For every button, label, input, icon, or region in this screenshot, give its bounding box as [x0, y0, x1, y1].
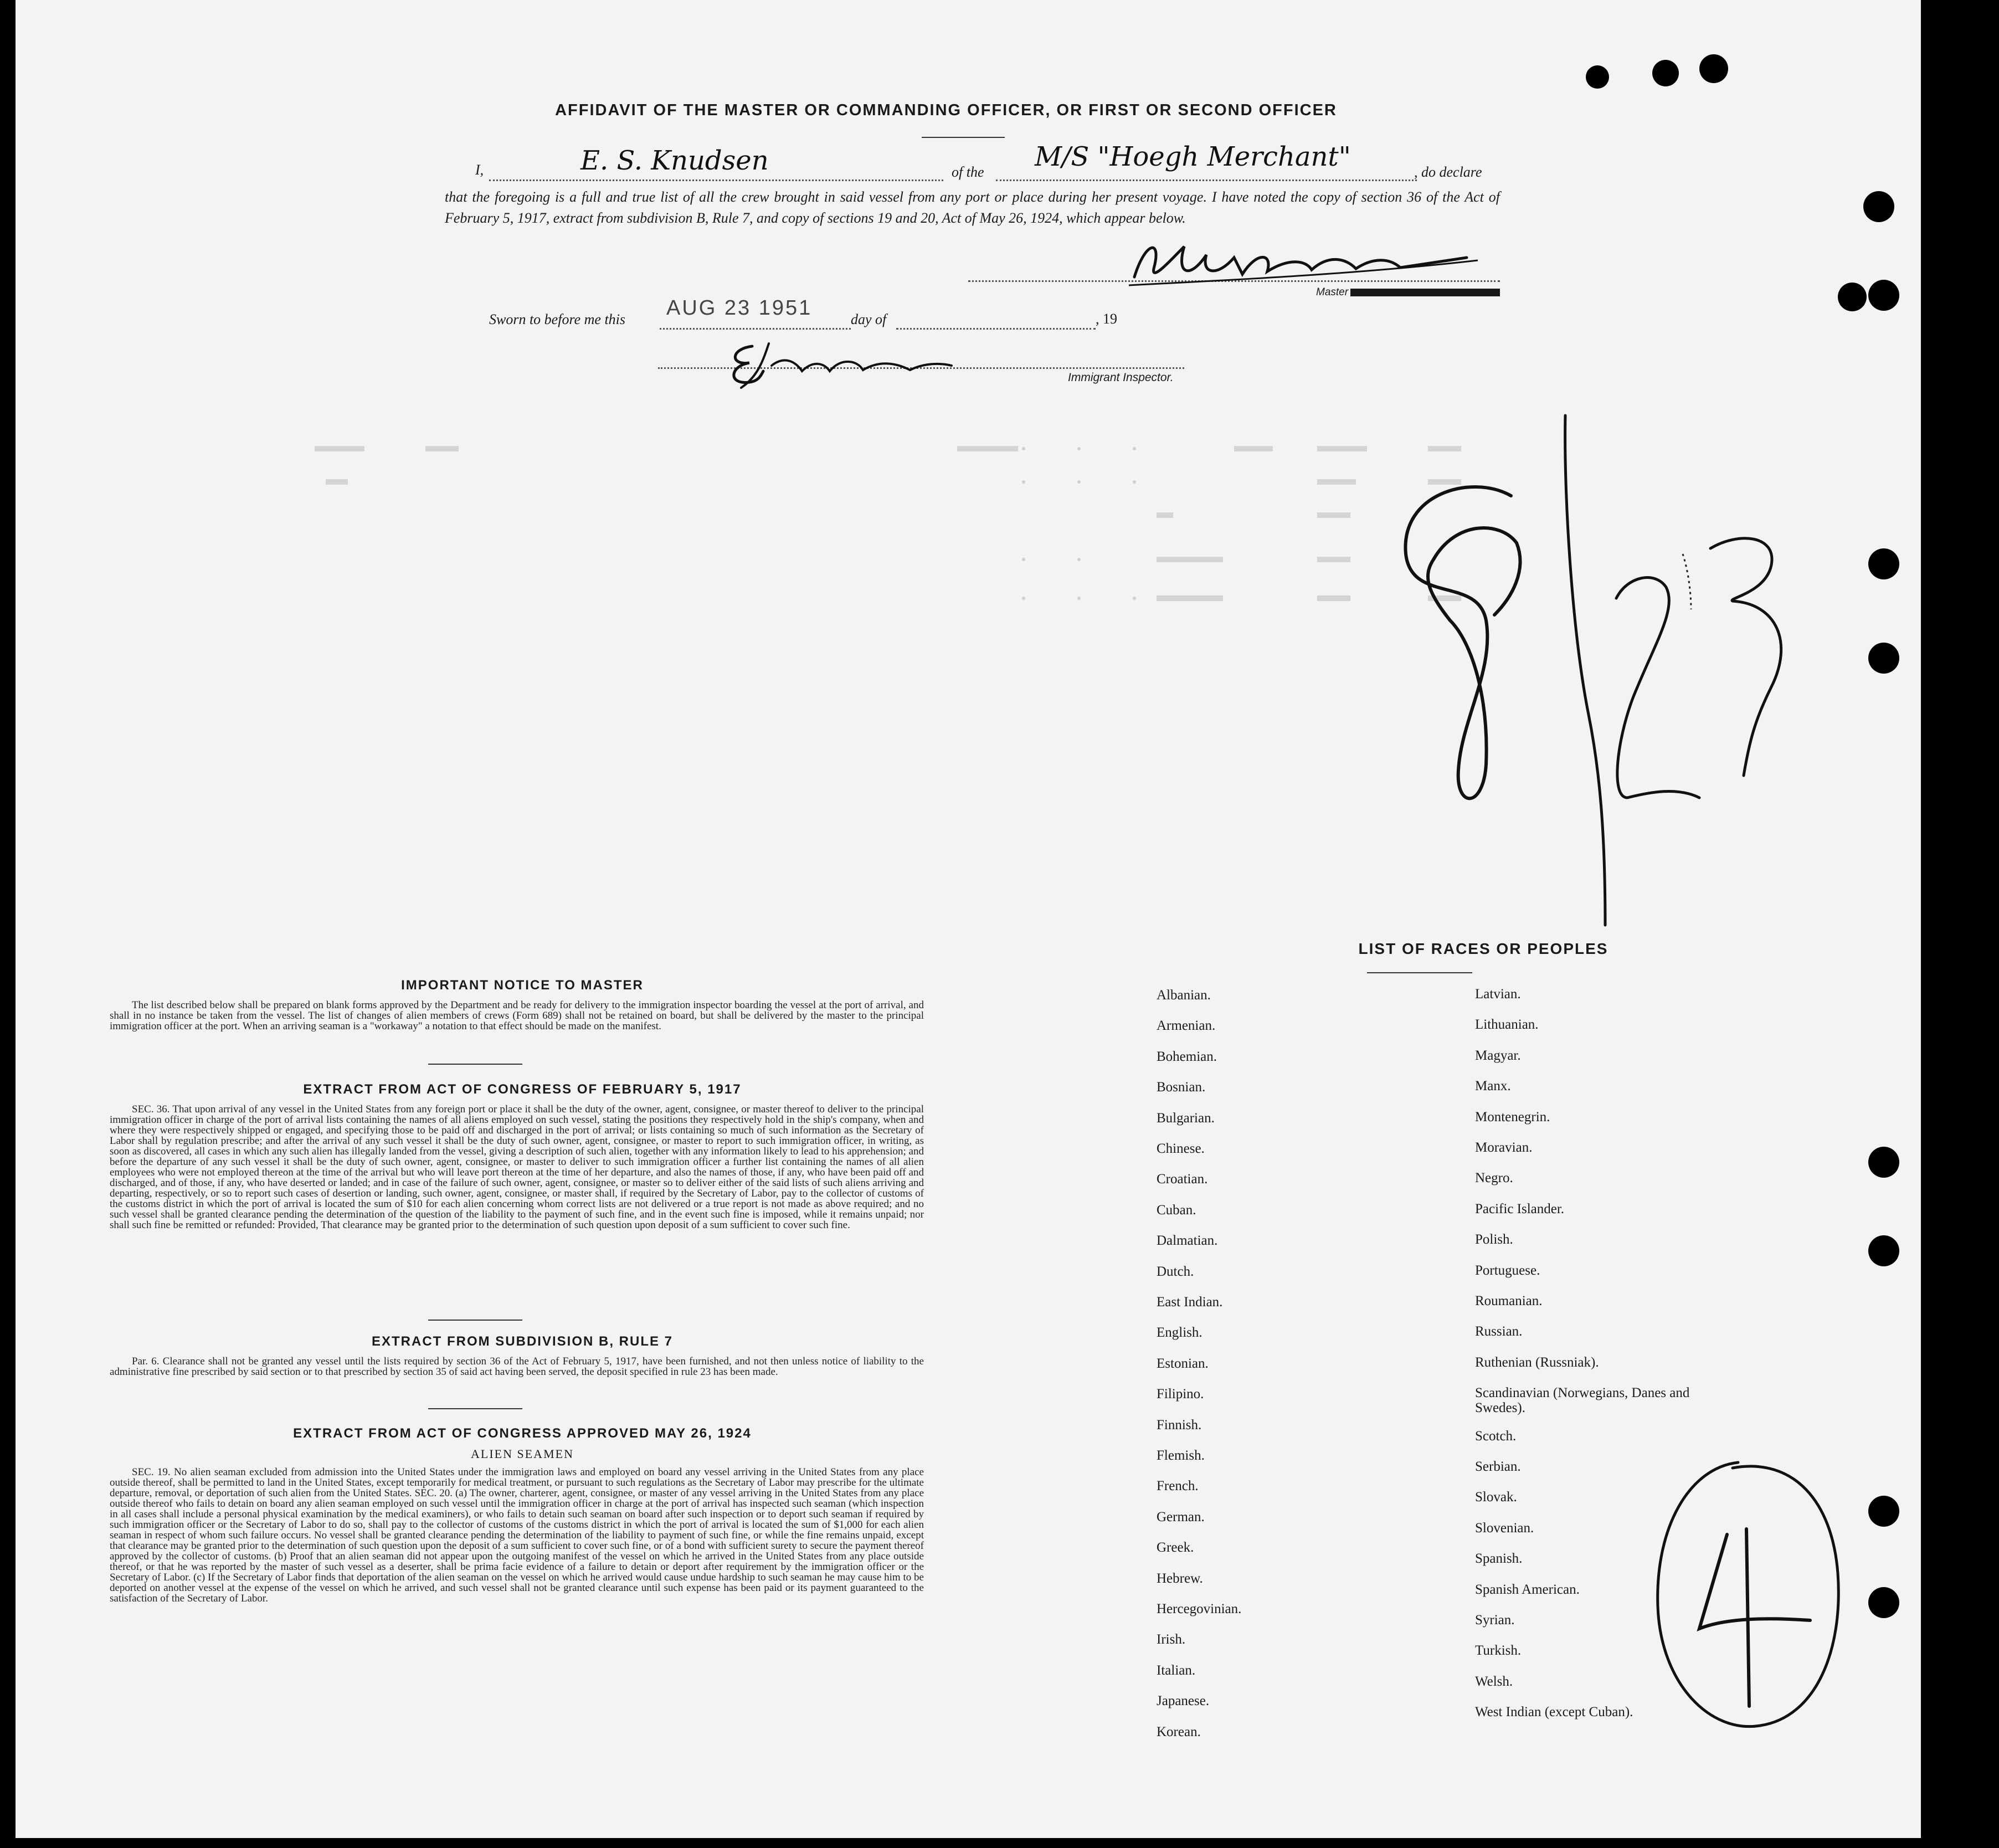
race-entry: Latvian.: [1475, 987, 1521, 1002]
race-entry: Hebrew.: [1157, 1570, 1203, 1586]
race-entry: Italian.: [1157, 1662, 1196, 1678]
punch-hole: [1652, 60, 1679, 86]
race-entry: Syrian.: [1475, 1613, 1515, 1628]
race-entry: West Indian (except Cuban).: [1475, 1705, 1633, 1720]
race-entry: Croatian.: [1157, 1172, 1208, 1187]
race-entry: Magyar.: [1475, 1048, 1521, 1063]
race-entry: Armenian.: [1157, 1018, 1216, 1034]
race-entry: Bosnian.: [1157, 1080, 1206, 1095]
divider: [428, 1408, 522, 1409]
race-entry: Hercegovinian.: [1157, 1601, 1242, 1616]
master-signature: [1123, 235, 1489, 291]
name-line: [489, 179, 943, 181]
vessel-name-handwritten: M/S "Hoegh Merchant": [1035, 141, 1351, 172]
race-entry: Greek.: [1157, 1540, 1194, 1556]
race-entry: Ruthenian (Russniak).: [1475, 1354, 1599, 1370]
inspector-signature: [719, 332, 957, 393]
race-entry: Montenegrin.: [1475, 1109, 1550, 1125]
notice-text: The list described below shall be prepared on blank forms approved by the Department and be ready for delivery to the immigration inspector boarding the vessel at the port of arrival, and shall in no instance be taken from the vessel. The list of changes of alien members of crews (Form 689) shall not be retained on board, but shall be delivered by the master to the principal immigration officer at the port. When an arriving seaman is a "workaway" a notation to that effect should be made on the manifest.: [110, 999, 924, 1032]
extract-1924-subtitle: ALIEN SEAMEN: [471, 1447, 574, 1461]
race-entry: English.: [1157, 1325, 1203, 1341]
race-entry: East Indian.: [1157, 1295, 1223, 1310]
month-line: [896, 328, 1096, 330]
race-entry: Scotch.: [1475, 1428, 1517, 1444]
do-declare-label: , do declare: [1414, 164, 1482, 180]
race-entry: Slovenian.: [1475, 1520, 1534, 1536]
divider: [428, 1320, 522, 1321]
circled-number-text: [1727, 1579, 1730, 1585]
punch-hole: [1863, 191, 1894, 222]
race-entry: Korean.: [1157, 1724, 1201, 1739]
extract-1917-title: EXTRACT FROM ACT OF CONGRESS OF FEBRUARY 5, 1917: [303, 1082, 742, 1097]
races-title: LIST OF RACES OR PEOPLES: [1358, 940, 1609, 957]
race-entry: Welsh.: [1475, 1674, 1513, 1689]
affidavit-i-label: I,: [475, 162, 484, 178]
punch-hole: [1868, 280, 1899, 311]
big-date-text: [1456, 499, 1466, 505]
punch-hole: [1838, 283, 1867, 311]
extract-1917-text: SEC. 36. That upon arrival of any vessel in the United States from any foreign port or place it shall be the duty of the owner, agent, consignee, or master thereof to deliver to the principal immigration officer in charge of the port of arrival lists containing the names of all aliens employed on such vessel, stating the positions they respectively hold in the ship's company, when and where they were respectively shipped or engaged, and specifying those to be paid off and discharged in the port of arrival; or lists containing so much of such information as the Secretary of Labor shall by regulation prescribe; and after the arrival of any such vessel it shall be the duty of such owner, agent, consignee, or master to report to such immigration officer, in writing, as soon as discovered, all cases in which any such alien has illegally landed from the vessel, giving a description of such alien, together with any information likely to lead to his apprehension; and before the departure of any such vessel it shall be the duty of such owner, agent, consignee, or master to deliver to such immigration officer a further list containing the names of all alien employees who were not employed thereon at the time of the arrival but who will leave port thereon at the time of her departure, and also the names of those, if any, who have been paid off and discharged, and of those, if any, who have deserted or landed; and in case of the failure of such owner, agent, consignee, or master so to deliver either of the said lists of such aliens arriving and departing, respectively, or so to report such cases of desertion or landing, such owner, agent, consignee, or master shall, if required by the Secretary of Labor, pay to the collector of customs of the customs district in which the port of arrival is located the sum of $10 for each alien concerning whom correct lists are not delivered or a true report is not made as above required; and no such vessel shall be granted clearance pending the determination of the question of the liability to the payment of such fine, and in the event such fine is imposed, while it remains unpaid; nor shall such fine be remitted or refunded: Provided, That clearance may be granted prior to the determination of such question upon deposit of a sum sufficient to cover such fine.: [110, 1103, 924, 1231]
race-entry: French.: [1157, 1479, 1199, 1494]
punch-hole: [1868, 1587, 1899, 1618]
notice-title: IMPORTANT NOTICE TO MASTER: [401, 978, 644, 993]
of-the-label: of the: [952, 164, 984, 180]
race-entry: Filipino.: [1157, 1387, 1204, 1402]
punch-hole: [1586, 65, 1609, 89]
race-entry: German.: [1157, 1509, 1205, 1524]
race-entry: Turkish.: [1475, 1643, 1522, 1659]
race-entry: Finnish.: [1157, 1417, 1202, 1433]
race-entry: Bohemian.: [1157, 1049, 1217, 1064]
inspector-caption: Immigrant Inspector.: [1068, 371, 1174, 384]
race-entry: Albanian.: [1157, 988, 1211, 1003]
race-entry: Estonian.: [1157, 1356, 1209, 1371]
race-entry: Spanish American.: [1475, 1582, 1580, 1597]
sworn-label: Sworn to before me this: [489, 311, 626, 327]
race-entry: Irish.: [1157, 1632, 1186, 1647]
day-of-label: day of: [851, 311, 887, 327]
sworn-day-line: [660, 328, 851, 330]
race-entry: Polish.: [1475, 1232, 1513, 1248]
affidavit-body: that the foregoing is a full and true list of all the crew brought in said vessel from any port or place during her present voyage. I have noted the copy of section 36 of the Act of February 5, 1917, extract from subdivision B, Rule 7, and copy of sections 19 and 20, Act of May 26, 1924, which appear below.: [445, 189, 1500, 226]
divider: [1367, 972, 1472, 973]
struck-out-titles: [1350, 289, 1500, 296]
circled-number-annotation: [1644, 1451, 1854, 1739]
master-name-handwritten: E. S. Knudsen: [580, 145, 769, 176]
document-page: [16, 0, 1921, 1838]
race-entry: Japanese.: [1157, 1693, 1210, 1709]
punch-hole: [1699, 54, 1728, 83]
vessel-line: [996, 179, 1417, 181]
race-entry: Pacific Islander.: [1475, 1201, 1565, 1216]
divider: [922, 137, 1005, 138]
date-stamp: AUG 23 1951: [666, 296, 813, 320]
race-entry: Lithuanian.: [1475, 1017, 1539, 1033]
race-entry: Cuban.: [1157, 1202, 1196, 1218]
race-entry: Serbian.: [1475, 1459, 1521, 1474]
extract-1924-text: SEC. 19. No alien seaman excluded from admission into the United States under the immigration laws and employed on board any vessel arriving in the United States from any place outside thereof, shall be permitted to land in the United States, except temporarily for medical treatment, or pursuant to such regulations as the Secretary of Labor may prescribe for the ultimate departure, removal, or deportation of such alien from the United States. SEC. 20. (a) The owner, charterer, agent, consignee, or master of any vessel arriving in the United States from any place outside thereof who fails to detain on board any alien seaman employed on such vessel until the immigration officer in charge at the port of arrival has inspected such seaman (which inspection in all cases shall include a personal physical examination by the medical examiners), or who fails to detain such seaman on board after such inspection or to deport such seaman if required by such immigration officer or the Secretary of Labor to do so, shall pay to the collector of customs of the customs district in which the port of arrival is located the sum of $1,000 for each alien seaman in respect of whom such failure occurs. No vessel shall be granted clearance pending the determination of the liability to payment of such fine, or while the fine remains unpaid, except that clearance may be granted prior to the determination of such question upon the deposit of a sum sufficient to cover such fine, or of a bond with sufficient surety to secure the payment thereof approved by the collector of customs. (b) Proof that an alien seaman did not appear upon the outgoing manifest of the vessel on which he arrived in the United States from any place outside thereof, or that he was reported by the master of such vessel as a deserter, shall be prima facie evidence of a failure to detain or deport after requirement by the immigration officer or the Secretary of Labor. (c) If the Secretary of Labor finds that deportation of the alien seaman on the vessel on which he arrived would cause undue hardship to such seaman he may cause him to be deported on another vessel at the expense of the vessel on which he arrived, and such vessel shall not be granted clearance until such expense has been paid or its payment guaranteed to the satisfaction of the Secretary of Labor.: [110, 1466, 924, 1604]
extract-rule7-title: EXTRACT FROM SUBDIVISION B, RULE 7: [371, 1334, 674, 1349]
race-entry: Flemish.: [1157, 1448, 1205, 1463]
big-date-annotation: [1389, 410, 1899, 953]
race-entry: Roumanian.: [1475, 1293, 1543, 1308]
race-entry: Negro.: [1475, 1171, 1513, 1186]
affidavit-title: AFFIDAVIT OF THE MASTER OR COMMANDING OFFICER, OR FIRST OR SECOND OFFICER: [555, 101, 1337, 119]
year-label: , 19: [1096, 311, 1117, 327]
race-entry: Spanish.: [1475, 1551, 1523, 1567]
punch-hole: [1868, 1235, 1899, 1266]
race-entry: Dalmatian.: [1157, 1233, 1218, 1249]
race-entry: Bulgarian.: [1157, 1110, 1215, 1126]
race-entry: Moravian.: [1475, 1140, 1533, 1155]
extract-1924-title: EXTRACT FROM ACT OF CONGRESS APPROVED MAY 26, 1924: [293, 1426, 752, 1441]
race-entry: Slovak.: [1475, 1490, 1517, 1505]
punch-hole: [1868, 1496, 1899, 1527]
master-caption: Master: [1316, 286, 1349, 298]
race-entry: Russian.: [1475, 1324, 1523, 1339]
race-entry: Chinese.: [1157, 1141, 1205, 1156]
extract-rule7-text: Par. 6. Clearance shall not be granted any vessel until the lists required by section 36 of the Act of February 5, 1917, have been furnished, and not then unless notice of liability to the administrative fine prescribed by said section or to that prescribed by section 35 of said act having been served, the deposit specified in rule 23 has been made.: [110, 1356, 924, 1378]
race-entry: Scandinavian (Norwegians, Danes and Swedes).: [1475, 1385, 1690, 1416]
divider: [428, 1064, 522, 1065]
race-entry: Portuguese.: [1475, 1262, 1540, 1278]
punch-hole: [1868, 1147, 1899, 1178]
race-entry: Dutch.: [1157, 1264, 1194, 1279]
race-entry: Manx.: [1475, 1079, 1511, 1094]
